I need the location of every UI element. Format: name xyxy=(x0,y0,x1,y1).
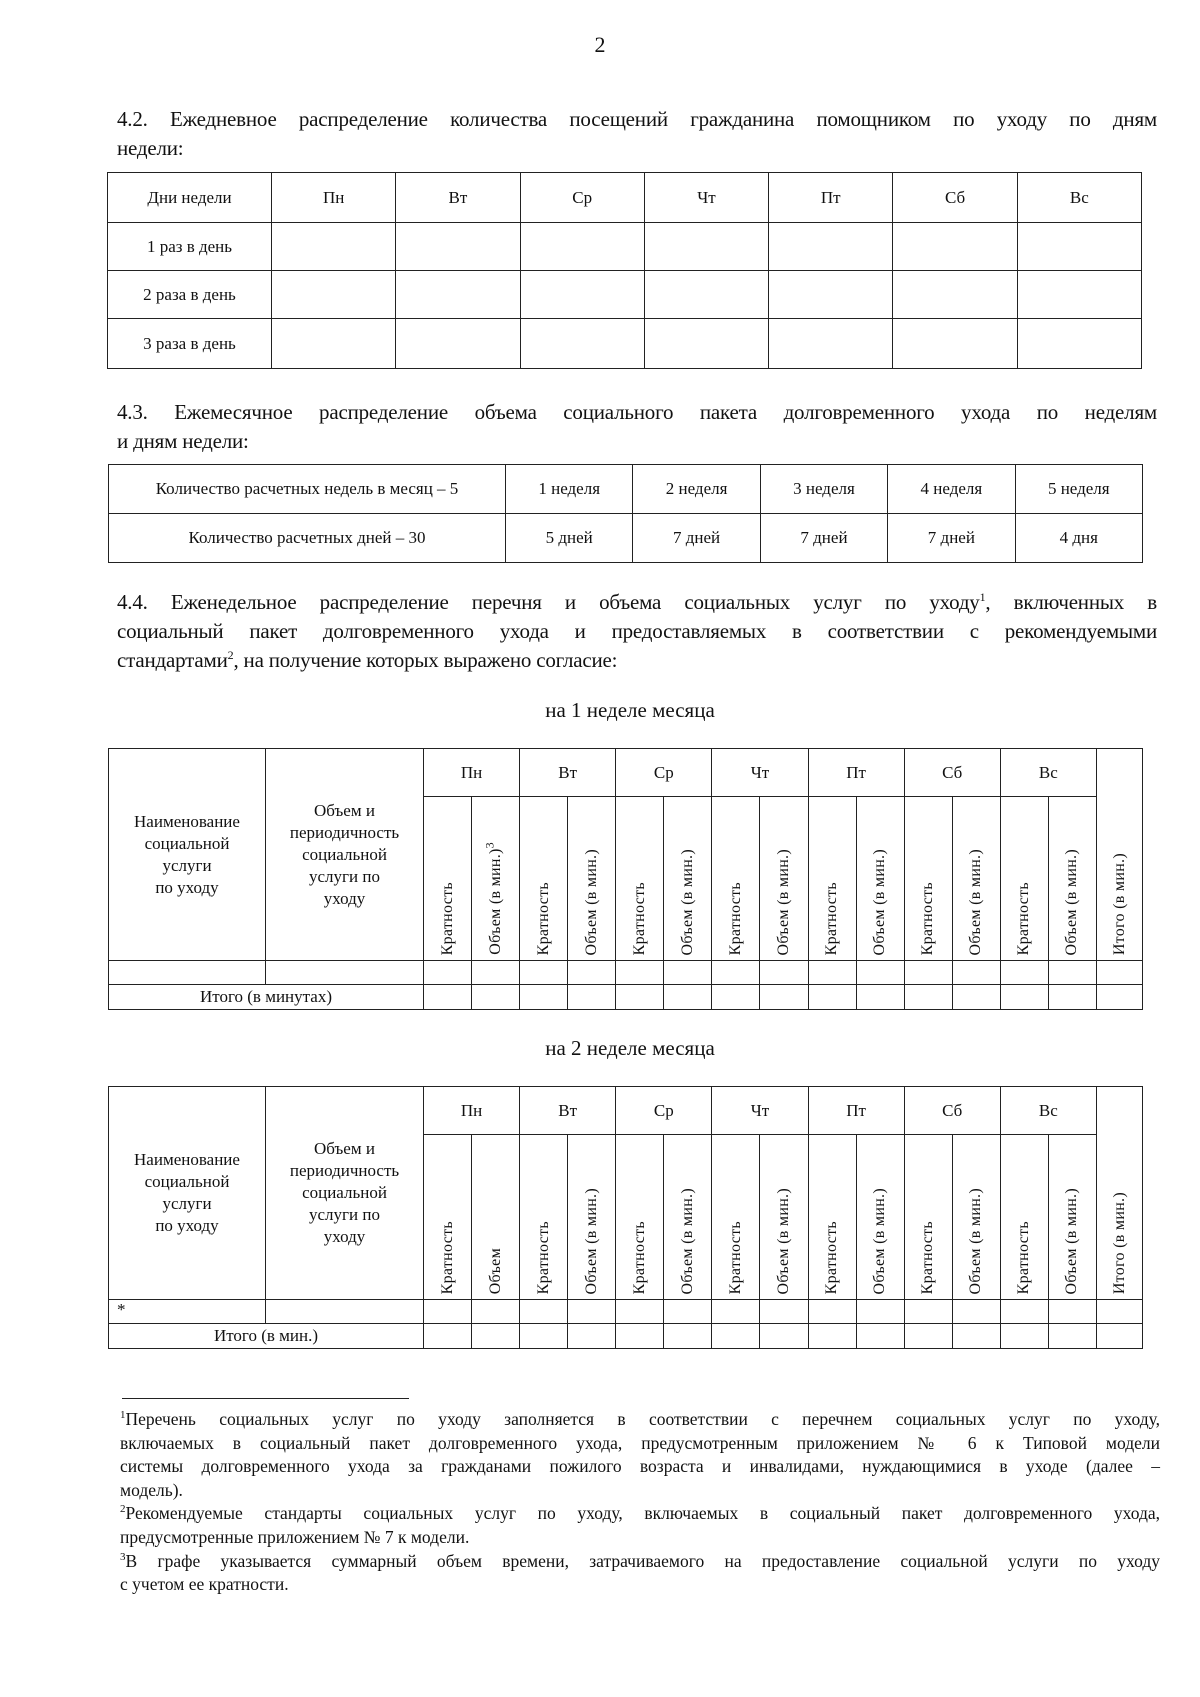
vertical-label: Объем (в мин.) xyxy=(774,848,792,955)
text-fragment: 4.4. Еженедельное распределение перечня и объема социальных услуг по уходу xyxy=(117,590,980,614)
input-cell[interactable] xyxy=(712,1300,760,1324)
header-line: периодичность xyxy=(289,822,400,842)
input-cell[interactable] xyxy=(893,223,1017,271)
input-cell[interactable] xyxy=(760,985,808,1010)
kratnost-header xyxy=(424,797,472,961)
total-minutes-header xyxy=(1097,1087,1143,1300)
text-fragment: Объем (в мин.) xyxy=(486,848,504,955)
header-line: Объем и xyxy=(314,1139,375,1158)
vertical-label: Объем xyxy=(486,1247,504,1294)
vertical-label: Объем (в мин.) xyxy=(967,1187,985,1294)
input-cell[interactable] xyxy=(769,319,893,369)
days-cell: 4 дня xyxy=(1015,514,1142,563)
day-header-wed: Ср xyxy=(616,1087,712,1135)
kratnost-header xyxy=(904,1135,952,1300)
days-cell: 5 дней xyxy=(506,514,633,563)
input-cell[interactable] xyxy=(396,319,520,369)
footnote-number: 1 xyxy=(120,1409,126,1422)
input-cell[interactable] xyxy=(760,1300,808,1324)
input-cell[interactable] xyxy=(952,1300,1000,1324)
kratnost-header xyxy=(712,797,760,961)
header-line: по уходу xyxy=(155,1216,219,1235)
input-cell[interactable] xyxy=(266,1300,424,1324)
service-name-cell[interactable] xyxy=(109,961,266,985)
volume-header xyxy=(568,1135,616,1300)
input-cell[interactable] xyxy=(952,985,1000,1010)
header-line: уходу xyxy=(323,1227,366,1246)
total-row-label: Итого (в минутах) xyxy=(109,985,424,1010)
day-header-mon: Пн xyxy=(424,1087,520,1135)
header-cell: Ср xyxy=(520,173,644,223)
kratnost-header xyxy=(1000,1135,1048,1300)
footnote-ref-2[interactable]: 2 xyxy=(227,648,234,662)
input-cell[interactable] xyxy=(952,1324,1000,1349)
input-cell[interactable] xyxy=(568,985,616,1010)
page-number: 2 xyxy=(594,32,606,57)
input-cell[interactable] xyxy=(1097,1300,1143,1324)
total-row-label: Итого (в мин.) xyxy=(109,1324,424,1349)
vertical-label: Объем (в мин.) xyxy=(1063,848,1081,955)
vertical-label: Кратность xyxy=(823,1220,841,1294)
input-cell[interactable] xyxy=(769,271,893,319)
kratnost-header xyxy=(616,797,664,961)
day-header-sun: Вс xyxy=(1000,1087,1096,1135)
header-line: уходу xyxy=(323,888,366,908)
input-cell[interactable] xyxy=(1097,961,1143,985)
volume-header xyxy=(664,1135,712,1300)
footnote-ref-3[interactable]: 3 xyxy=(482,842,497,849)
table-row xyxy=(108,319,1142,369)
input-cell[interactable] xyxy=(808,1324,856,1349)
input-cell[interactable] xyxy=(664,985,712,1010)
row-label: 3 раза в день xyxy=(108,319,272,369)
input-cell[interactable] xyxy=(1017,223,1141,271)
days-cell: 7 дней xyxy=(633,514,760,563)
header-line: периодичность xyxy=(289,1161,400,1180)
input-cell[interactable] xyxy=(472,985,520,1010)
input-cell[interactable] xyxy=(893,271,1017,319)
input-cell[interactable] xyxy=(644,223,768,271)
day-header-thu: Чт xyxy=(712,1087,808,1135)
text-line: социальный пакет долговременного ухода и предоставляемых в соответствии с рекомендуемыми xyxy=(117,619,1157,643)
footnote-2 xyxy=(120,1502,1160,1526)
volume-header xyxy=(760,797,808,961)
input-cell[interactable] xyxy=(712,1324,760,1349)
input-cell[interactable] xyxy=(1000,961,1048,985)
input-cell[interactable] xyxy=(760,1324,808,1349)
vertical-label: Кратность xyxy=(534,881,552,955)
header-line: по уходу xyxy=(155,877,219,897)
input-cell[interactable] xyxy=(664,1300,712,1324)
week-cell: 2 неделя xyxy=(633,465,760,514)
text-fragment: Рекомендуемые стандарты социальных услуг по уходу, включаемых в социальный пакет долговременного ухода, xyxy=(125,1503,1160,1524)
input-cell[interactable] xyxy=(424,1324,472,1349)
input-cell[interactable] xyxy=(904,1324,952,1349)
vertical-label: Объем (в мин.) xyxy=(582,848,600,955)
input-cell[interactable] xyxy=(520,1300,568,1324)
vertical-label: Кратность xyxy=(1015,881,1033,955)
total-row xyxy=(109,985,1143,1010)
input-cell[interactable] xyxy=(644,319,768,369)
vertical-label: Итого (в мин.) xyxy=(1110,852,1128,955)
vertical-label: Объем (в мин.) xyxy=(1063,1187,1081,1294)
input-cell[interactable] xyxy=(424,985,472,1010)
header-line: социальной xyxy=(302,844,387,864)
volume-header xyxy=(472,797,520,961)
input-cell[interactable] xyxy=(520,1324,568,1349)
day-header-sat: Сб xyxy=(904,1087,1000,1135)
text-line: недели: xyxy=(117,136,184,160)
text-fragment: В графе указывается суммарный объем времени, затрачиваемого на предоставление социальной услуги по уходу xyxy=(125,1550,1160,1571)
footnote-separator xyxy=(122,1398,409,1399)
day-header-fri: Пт xyxy=(808,1087,904,1135)
kratnost-header xyxy=(808,797,856,961)
input-cell[interactable] xyxy=(644,271,768,319)
week1-caption: на 1 неделе месяца xyxy=(545,698,715,722)
vertical-label: Объем (в мин.) xyxy=(582,1187,600,1294)
volume-header xyxy=(856,1135,904,1300)
text-line: предусмотренные приложением № 7 к модели. xyxy=(120,1526,470,1547)
table-row xyxy=(108,271,1142,319)
vertical-label: Кратность xyxy=(823,881,841,955)
input-cell[interactable] xyxy=(808,961,856,985)
vertical-label: Кратность xyxy=(438,881,456,955)
header-line: услуги по xyxy=(309,866,380,886)
input-cell[interactable] xyxy=(856,1300,904,1324)
kratnost-header xyxy=(808,1135,856,1300)
footnotes xyxy=(120,1408,1160,1597)
input-cell[interactable] xyxy=(1097,1324,1143,1349)
table-row xyxy=(109,514,1143,563)
vertical-label: Кратность xyxy=(630,881,648,955)
day-header-fri: Пт xyxy=(808,749,904,797)
table-row xyxy=(109,465,1143,514)
volume-header xyxy=(952,1135,1000,1300)
input-cell[interactable] xyxy=(472,1324,520,1349)
input-cell[interactable] xyxy=(272,223,396,271)
service-row xyxy=(109,961,1143,985)
service-row xyxy=(109,1300,1143,1324)
day-header-thu: Чт xyxy=(712,749,808,797)
footnote-number: 3 xyxy=(120,1550,126,1563)
input-cell[interactable] xyxy=(904,961,952,985)
weeks-count-label: Количество расчетных недель в месяц – 5 xyxy=(109,465,506,514)
kratnost-header xyxy=(1000,797,1048,961)
input-cell[interactable] xyxy=(472,961,520,985)
header-cell: Вт xyxy=(396,173,520,223)
vertical-label: Кратность xyxy=(919,881,937,955)
input-cell[interactable] xyxy=(769,223,893,271)
header-line: услуги xyxy=(162,855,212,875)
input-cell[interactable] xyxy=(856,1324,904,1349)
kratnost-header xyxy=(712,1135,760,1300)
day-header-mon: Пн xyxy=(424,749,520,797)
week-cell: 1 неделя xyxy=(506,465,633,514)
input-cell[interactable] xyxy=(712,985,760,1010)
volume-header xyxy=(760,1135,808,1300)
input-cell[interactable] xyxy=(856,961,904,985)
total-row xyxy=(109,1324,1143,1349)
input-cell[interactable] xyxy=(520,271,644,319)
input-cell[interactable] xyxy=(272,271,396,319)
header-cell: Чт xyxy=(644,173,768,223)
week-cell: 4 неделя xyxy=(888,465,1015,514)
header-line: социальной xyxy=(144,833,230,853)
input-cell[interactable] xyxy=(616,1300,664,1324)
text-fragment: Перечень социальных услуг по уходу заполняется в соответствии с перечнем социальных услуг по уходу, xyxy=(125,1409,1160,1429)
vertical-label: Кратность xyxy=(726,1220,744,1294)
service-name-header xyxy=(109,1087,266,1300)
vertical-label: Объем (в мин.) xyxy=(678,848,696,955)
kratnost-header xyxy=(520,1135,568,1300)
kratnost-header xyxy=(904,797,952,961)
input-cell[interactable] xyxy=(396,223,520,271)
header-line: услуги по xyxy=(309,1205,380,1224)
vertical-label: Объем (в мин.) xyxy=(967,848,985,955)
text-line: и дням недели: xyxy=(117,429,249,453)
days-cell: 7 дней xyxy=(760,514,887,563)
footnote-number: 2 xyxy=(120,1503,126,1516)
days-cell: 7 дней xyxy=(888,514,1015,563)
input-cell[interactable] xyxy=(1017,319,1141,369)
week-cell: 5 неделя xyxy=(1015,465,1142,514)
volume-frequency-header xyxy=(266,1087,424,1300)
header-line: социальной xyxy=(302,1183,387,1202)
volume-header xyxy=(1048,1135,1096,1300)
kratnost-header xyxy=(520,797,568,961)
days-count-label: Количество расчетных дней – 30 xyxy=(109,514,506,563)
vertical-label: Итого (в мин.) xyxy=(1110,1191,1128,1294)
row-label: 2 раза в день xyxy=(108,271,272,319)
input-cell[interactable] xyxy=(1000,985,1048,1010)
input-cell[interactable] xyxy=(856,985,904,1010)
vertical-label xyxy=(482,834,505,955)
week2-services-table xyxy=(108,1086,1143,1349)
day-header-tue: Вт xyxy=(520,1087,616,1135)
section-4-3-heading xyxy=(117,398,1157,456)
footnote-3 xyxy=(120,1550,1160,1574)
volume-header xyxy=(568,797,616,961)
vertical-label: Объем (в мин.) xyxy=(678,1187,696,1294)
volume-header xyxy=(856,797,904,961)
text-fragment: , включенных в xyxy=(985,590,1157,614)
input-cell[interactable] xyxy=(616,985,664,1010)
text-fragment: , на получение которых выражено согласие: xyxy=(233,648,618,672)
input-cell[interactable] xyxy=(616,1324,664,1349)
input-cell[interactable] xyxy=(272,319,396,369)
day-header-tue: Вт xyxy=(520,749,616,797)
text-line: системы долговременного ухода за гражданами пожилого возраста и инвалидами, нуждающимися в уходе (далее – xyxy=(120,1456,1160,1477)
kratnost-header xyxy=(616,1135,664,1300)
input-cell[interactable] xyxy=(904,985,952,1010)
volume-header xyxy=(472,1135,520,1300)
total-minutes-header xyxy=(1097,749,1143,961)
day-header-sun: Вс xyxy=(1000,749,1096,797)
text-line xyxy=(117,646,1157,675)
header-line: социальной xyxy=(144,1172,230,1191)
vertical-label: Объем (в мин.) xyxy=(871,1187,889,1294)
input-cell[interactable] xyxy=(1017,271,1141,319)
input-cell[interactable] xyxy=(1000,1300,1048,1324)
header-cell: Дни недели xyxy=(108,173,272,223)
header-line: Наименование xyxy=(134,1150,240,1169)
section-4-4-heading xyxy=(117,588,1157,675)
header-line: Наименование xyxy=(134,811,240,831)
daily-visits-table xyxy=(107,172,1142,369)
input-cell[interactable] xyxy=(1048,985,1096,1010)
input-cell[interactable] xyxy=(520,961,568,985)
input-cell[interactable] xyxy=(760,961,808,985)
input-cell[interactable] xyxy=(1000,1324,1048,1349)
text-line: включаемых в социальный пакет долговременного ухода, предусмотренным приложением № 6 к Типовой модели xyxy=(120,1432,1160,1453)
vertical-label: Кратность xyxy=(726,881,744,955)
footnote-1 xyxy=(120,1408,1160,1432)
vertical-label: Кратность xyxy=(630,1220,648,1294)
input-cell[interactable] xyxy=(568,961,616,985)
header-line: услуги xyxy=(162,1194,212,1213)
input-cell[interactable] xyxy=(266,961,424,985)
text-line: с учетом ее кратности. xyxy=(120,1574,289,1595)
kratnost-header xyxy=(424,1135,472,1300)
text-line: 4.3. Ежемесячное распределение объема социального пакета долговременного ухода по неделям xyxy=(117,400,1157,424)
day-header-sat: Сб xyxy=(904,749,1000,797)
header-cell: Пт xyxy=(769,173,893,223)
input-cell[interactable] xyxy=(520,985,568,1010)
input-cell[interactable] xyxy=(568,1300,616,1324)
vertical-label: Объем (в мин.) xyxy=(774,1187,792,1294)
vertical-label: Кратность xyxy=(534,1220,552,1294)
vertical-label: Кратность xyxy=(919,1220,937,1294)
input-cell[interactable] xyxy=(808,985,856,1010)
monthly-distribution-table xyxy=(108,464,1143,563)
service-name-header xyxy=(109,749,266,961)
input-cell[interactable] xyxy=(1048,1300,1096,1324)
input-cell[interactable] xyxy=(1097,985,1143,1010)
volume-header xyxy=(1048,797,1096,961)
input-cell[interactable] xyxy=(616,961,664,985)
table-header-row xyxy=(108,173,1142,223)
vertical-label: Кратность xyxy=(438,1220,456,1294)
volume-frequency-header xyxy=(266,749,424,961)
table-row xyxy=(108,223,1142,271)
input-cell[interactable] xyxy=(520,223,644,271)
text-line xyxy=(117,588,1157,617)
week2-caption: на 2 неделе месяца xyxy=(545,1036,715,1060)
header-cell: Пн xyxy=(272,173,396,223)
header-cell: Вс xyxy=(1017,173,1141,223)
header-line: Объем и xyxy=(314,800,375,820)
input-cell[interactable] xyxy=(424,961,472,985)
input-cell[interactable] xyxy=(712,961,760,985)
input-cell[interactable] xyxy=(396,271,520,319)
week1-services-table xyxy=(108,748,1143,1010)
input-cell[interactable] xyxy=(664,1324,712,1349)
input-cell[interactable] xyxy=(893,319,1017,369)
input-cell[interactable] xyxy=(808,1300,856,1324)
day-header-wed: Ср xyxy=(616,749,712,797)
input-cell[interactable] xyxy=(952,961,1000,985)
text-fragment: стандартами xyxy=(117,648,228,672)
input-cell[interactable] xyxy=(664,961,712,985)
footnote-ref-1[interactable]: 1 xyxy=(979,590,986,604)
input-cell[interactable] xyxy=(424,1300,472,1324)
section-4-2-heading xyxy=(117,105,1157,163)
vertical-label: Кратность xyxy=(1015,1220,1033,1294)
service-name-cell[interactable]: * xyxy=(109,1300,266,1324)
input-cell[interactable] xyxy=(904,1300,952,1324)
input-cell[interactable] xyxy=(1048,961,1096,985)
row-label: 1 раз в день xyxy=(108,223,272,271)
input-cell[interactable] xyxy=(1048,1324,1096,1349)
volume-header xyxy=(952,797,1000,961)
header-cell: Сб xyxy=(893,173,1017,223)
week-cell: 3 неделя xyxy=(760,465,887,514)
input-cell[interactable] xyxy=(568,1324,616,1349)
input-cell[interactable] xyxy=(472,1300,520,1324)
text-line: модель). xyxy=(120,1479,183,1500)
volume-header xyxy=(664,797,712,961)
input-cell[interactable] xyxy=(520,319,644,369)
text-line: 4.2. Ежедневное распределение количества посещений гражданина помощником по уходу по дням xyxy=(117,107,1157,131)
vertical-label: Объем (в мин.) xyxy=(871,848,889,955)
